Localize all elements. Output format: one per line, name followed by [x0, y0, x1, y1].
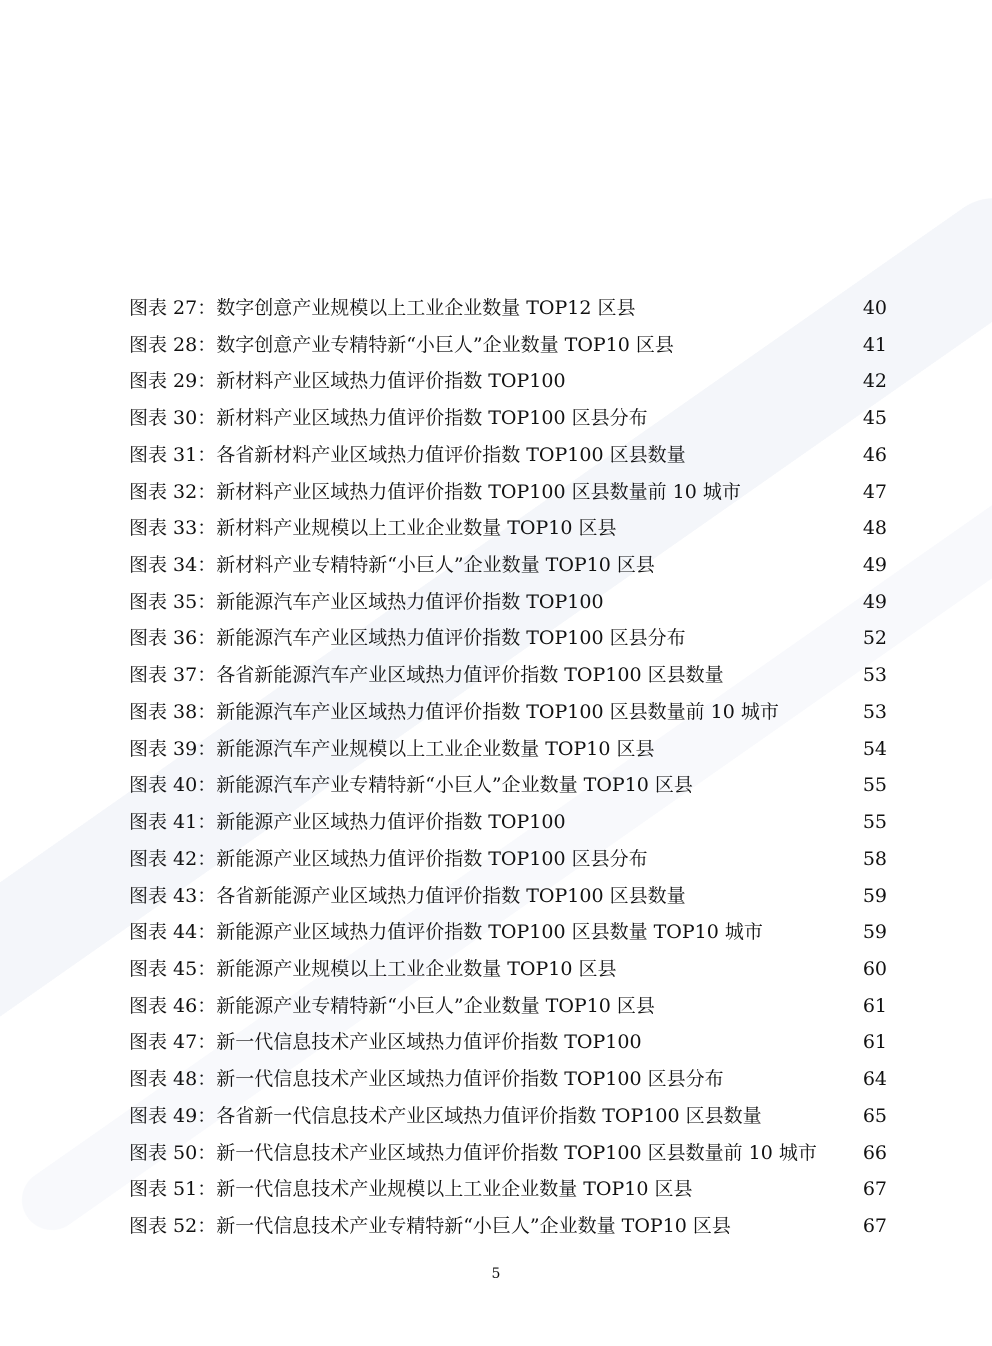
toc-entry[interactable] — [129, 290, 887, 327]
toc-entry-title: 图表 42：新能源产业区域热力值评价指数 TOP100 区县分布 — [129, 847, 648, 870]
toc-entry-title: 图表 45：新能源产业规模以上工业企业数量 TOP10 区县 — [129, 957, 617, 980]
toc-entry[interactable] — [129, 474, 887, 511]
toc-entry-title: 图表 29：新材料产业区域热力值评价指数 TOP100 — [129, 370, 566, 393]
toc-entry-page: 55 — [862, 811, 887, 834]
toc-entry[interactable] — [129, 731, 887, 768]
toc-entry-title: 图表 50：新一代信息技术产业区域热力值评价指数 TOP100 区县数量前 10 城市 — [129, 1141, 817, 1164]
toc-entry-page: 61 — [862, 1031, 887, 1054]
toc-entry-title: 图表 47：新一代信息技术产业区域热力值评价指数 TOP100 — [129, 1031, 642, 1054]
page-number: 5 — [491, 1266, 501, 1282]
toc-entry-title: 图表 43：各省新能源产业区域热力值评价指数 TOP100 区县数量 — [129, 884, 686, 907]
toc-entry[interactable] — [129, 1061, 887, 1098]
toc-entry-page: 41 — [862, 333, 887, 356]
toc-entry-title: 图表 33：新材料产业规模以上工业企业数量 TOP10 区县 — [129, 517, 617, 540]
toc-entry-title: 图表 51：新一代信息技术产业规模以上工业企业数量 TOP10 区县 — [129, 1178, 693, 1201]
toc-entry[interactable] — [129, 327, 887, 364]
toc-entry[interactable] — [129, 1024, 887, 1061]
toc-entry[interactable] — [129, 657, 887, 694]
toc-entry[interactable] — [129, 1098, 887, 1135]
toc-entry-title: 图表 31：各省新材料产业区域热力值评价指数 TOP100 区县数量 — [129, 443, 686, 466]
toc-entry-page: 58 — [862, 847, 887, 870]
toc-entry-page: 64 — [862, 1068, 887, 1091]
toc-entry[interactable] — [129, 1171, 887, 1208]
toc-entry-page: 59 — [862, 921, 887, 944]
toc-entry-title: 图表 34：新材料产业专精特新“小巨人”企业数量 TOP10 区县 — [129, 554, 655, 577]
toc-entry[interactable] — [129, 988, 887, 1025]
toc-entry-title: 图表 32：新材料产业区域热力值评价指数 TOP100 区县数量前 10 城市 — [129, 480, 741, 503]
toc-entry[interactable] — [129, 694, 887, 731]
toc-entry[interactable] — [129, 914, 887, 951]
toc-entry-page: 65 — [862, 1104, 887, 1127]
table-of-figures — [129, 290, 887, 1245]
toc-entry[interactable] — [129, 951, 887, 988]
toc-entry-page: 60 — [862, 957, 887, 980]
toc-entry-page: 67 — [862, 1178, 887, 1201]
toc-entry-page: 54 — [862, 737, 887, 760]
toc-entry-page: 52 — [862, 627, 887, 650]
toc-entry[interactable] — [129, 363, 887, 400]
toc-entry-page: 53 — [862, 664, 887, 687]
toc-entry-page: 49 — [862, 554, 887, 577]
toc-entry-page: 53 — [862, 700, 887, 723]
toc-entry-title: 图表 37：各省新能源汽车产业区域热力值评价指数 TOP100 区县数量 — [129, 664, 724, 687]
toc-entry-title: 图表 46：新能源产业专精特新“小巨人”企业数量 TOP10 区县 — [129, 994, 655, 1017]
toc-entry[interactable] — [129, 767, 887, 804]
toc-entry-page: 66 — [862, 1141, 887, 1164]
toc-entry-title: 图表 38：新能源汽车产业区域热力值评价指数 TOP100 区县数量前 10 城市 — [129, 700, 779, 723]
toc-entry-page: 42 — [862, 370, 887, 393]
toc-entry-title: 图表 41：新能源产业区域热力值评价指数 TOP100 — [129, 811, 566, 834]
toc-entry-title: 图表 52：新一代信息技术产业专精特新“小巨人”企业数量 TOP10 区县 — [129, 1214, 731, 1237]
toc-entry-title: 图表 36：新能源汽车产业区域热力值评价指数 TOP100 区县分布 — [129, 627, 686, 650]
toc-entry[interactable] — [129, 841, 887, 878]
toc-entry-page: 40 — [862, 297, 887, 319]
toc-entry-title: 图表 48：新一代信息技术产业区域热力值评价指数 TOP100 区县分布 — [129, 1068, 724, 1091]
toc-entry-title: 图表 28：数字创意产业专精特新“小巨人”企业数量 TOP10 区县 — [129, 333, 674, 356]
toc-entry[interactable] — [129, 1135, 887, 1172]
toc-entry-page: 59 — [862, 884, 887, 907]
toc-entry-page: 47 — [862, 480, 887, 503]
toc-entry-title: 图表 30：新材料产业区域热力值评价指数 TOP100 区县分布 — [129, 407, 648, 430]
toc-entry[interactable] — [129, 584, 887, 621]
toc-entry[interactable] — [129, 400, 887, 437]
toc-entry-title: 图表 49：各省新一代信息技术产业区域热力值评价指数 TOP100 区县数量 — [129, 1104, 762, 1127]
toc-entry-page: 67 — [862, 1214, 887, 1237]
toc-entry[interactable] — [129, 620, 887, 657]
toc-entry-page: 55 — [862, 774, 887, 797]
toc-entry-title: 图表 44：新能源产业区域热力值评价指数 TOP100 区县数量 TOP10 城市 — [129, 921, 763, 944]
toc-entry[interactable] — [129, 1208, 887, 1245]
toc-entry-page: 49 — [862, 590, 887, 613]
toc-entry-page: 48 — [862, 517, 887, 540]
toc-entry[interactable] — [129, 804, 887, 841]
toc-entry[interactable] — [129, 878, 887, 915]
toc-entry-page: 45 — [862, 407, 887, 430]
toc-entry[interactable] — [129, 510, 887, 547]
toc-entry-page: 61 — [862, 994, 887, 1017]
toc-entry-title: 图表 27：数字创意产业规模以上工业企业数量 TOP12 区县 — [129, 297, 636, 319]
toc-entry-page: 46 — [862, 443, 887, 466]
toc-entry[interactable] — [129, 437, 887, 474]
toc-entry-title: 图表 35：新能源汽车产业区域热力值评价指数 TOP100 — [129, 590, 604, 613]
toc-entry-title: 图表 39：新能源汽车产业规模以上工业企业数量 TOP10 区县 — [129, 737, 655, 760]
toc-entry[interactable] — [129, 547, 887, 584]
toc-entry-title: 图表 40：新能源汽车产业专精特新“小巨人”企业数量 TOP10 区县 — [129, 774, 693, 797]
